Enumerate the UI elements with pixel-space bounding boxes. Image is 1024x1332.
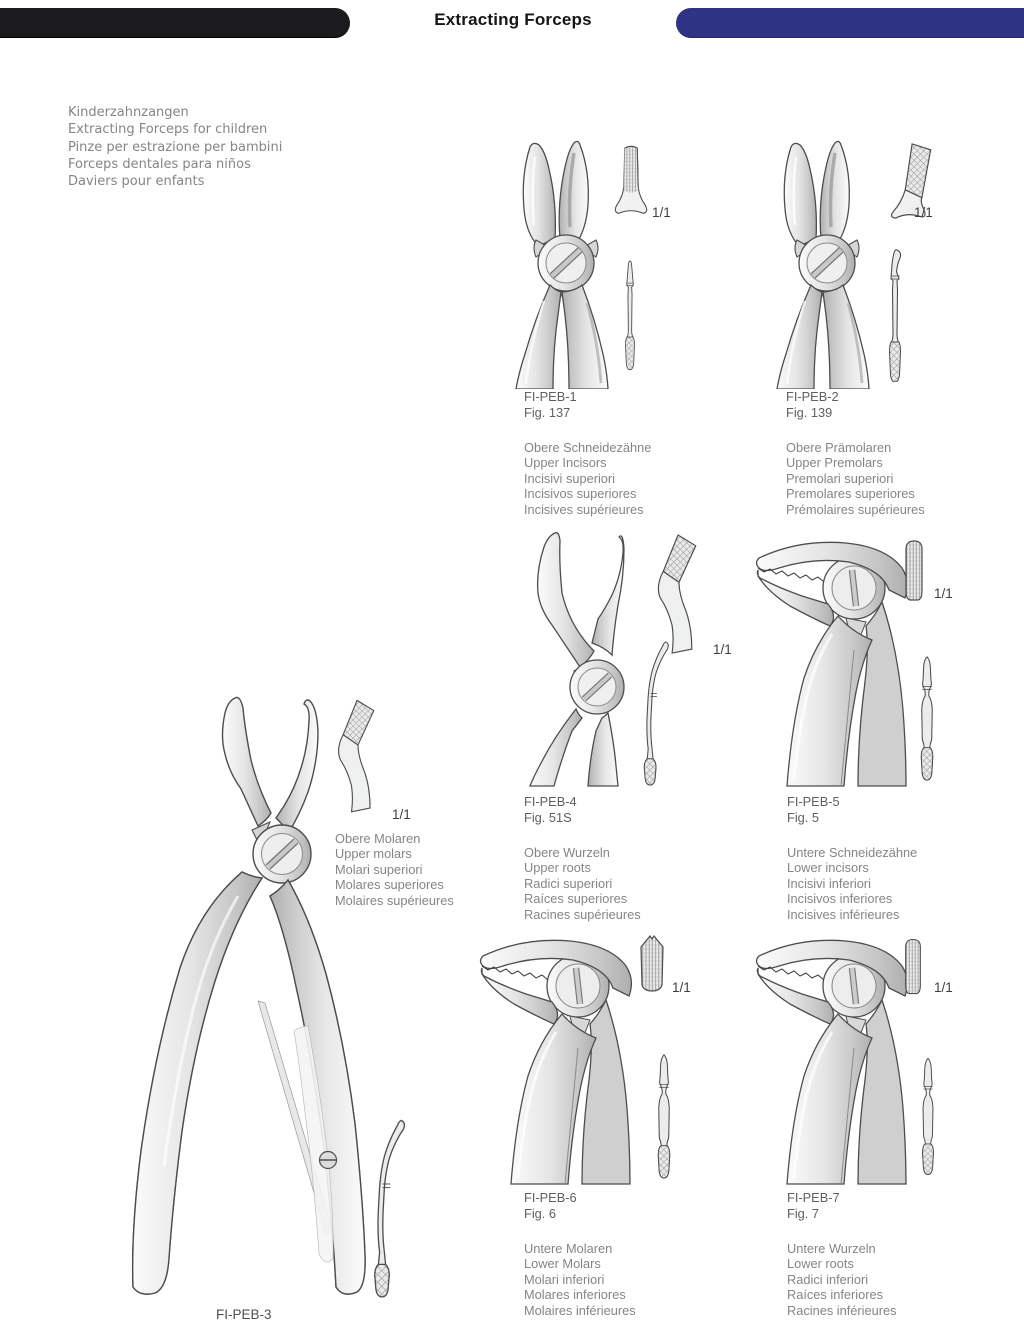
product-description-line: Upper Incisors: [524, 455, 607, 471]
fi-peb-6-tip-side-detail-icon: [654, 1053, 674, 1179]
product-figure: Fig. 137: [524, 405, 571, 420]
fi-peb-1-tip-front-detail-icon: [614, 142, 648, 224]
product-figure: Fig. 6: [524, 1206, 557, 1221]
product-figure: Fig. 51S: [524, 810, 572, 825]
fi-peb-4-label-block: [524, 794, 641, 922]
fi-peb-6-forceps-illustration: [478, 928, 638, 1186]
fi-peb-1-label-block: [524, 389, 651, 517]
scale-label: 1/1: [934, 586, 953, 601]
product-figure: Fig. 7: [787, 1206, 820, 1221]
intro-block: [68, 104, 282, 190]
fi-peb-4-forceps-illustration: [508, 531, 626, 787]
intro-line: Forceps dentales para niños: [68, 156, 251, 172]
fi-peb-3-tip-front-detail-icon: [332, 694, 384, 820]
fi-peb-4-tip-side-detail-icon: [640, 640, 670, 786]
fi-peb-2-label-block: [786, 389, 925, 517]
product-description-line: Incisivi superiori: [524, 470, 616, 486]
product-description-line: Premolari superiori: [786, 470, 894, 486]
product-description-line: Untere Schneidezähne: [787, 845, 918, 860]
product-description-line: Obere Schneidezähne: [524, 440, 652, 455]
scale-label: 1/1: [652, 205, 671, 220]
product-description-line: Untere Molaren: [524, 1241, 613, 1256]
fi-peb-1-tip-side-detail-icon: [621, 248, 639, 382]
product-code: FI-PEB-6: [524, 1190, 577, 1205]
fi-peb-7-forceps-illustration: [754, 928, 914, 1186]
scale-label: 1/1: [914, 205, 933, 220]
header-bar-left: [0, 8, 350, 38]
fi-peb-7-tip-side-detail-icon: [919, 1054, 937, 1178]
fi-peb-3-tip-side-detail-icon: [370, 1114, 406, 1302]
product-description-line: Premolares superiores: [786, 486, 915, 502]
product-description-line: Upper molars: [335, 846, 412, 862]
product-code: FI-PEB-3: [216, 1307, 272, 1322]
intro-line: Pinze per estrazione per bambini: [68, 139, 283, 155]
fi-peb-5-tip-side-detail-icon: [917, 655, 937, 781]
product-description-line: Incisives supérieures: [524, 501, 644, 517]
fi-peb-3-description-block: [335, 831, 454, 908]
scale-label: 1/1: [672, 980, 691, 995]
product-code: FI-PEB-7: [787, 1190, 840, 1205]
header-bar-right: [676, 8, 1024, 38]
product-description-line: Raíces inferiores: [787, 1287, 884, 1303]
fi-peb-1-forceps-illustration: [511, 139, 611, 389]
product-description-line: Upper roots: [524, 860, 591, 876]
product-description-line: Prémolaires supérieures: [786, 501, 925, 517]
product-description-line: Racines supérieures: [524, 906, 641, 922]
fi-peb-6-label-block: [524, 1190, 636, 1318]
product-code: FI-PEB-1: [524, 389, 577, 404]
product-description-line: Incisivi inferiori: [787, 875, 871, 891]
product-description-line: Lower Molars: [524, 1256, 601, 1272]
intro-line: Extracting Forceps for children: [68, 122, 268, 138]
fi-peb-4-tip-front-detail-icon: [651, 533, 707, 657]
scale-label: 1/1: [392, 807, 411, 822]
product-description-line: Molaires supérieures: [335, 892, 454, 908]
fi-peb-7-label-block: [787, 1190, 897, 1318]
product-description-line: Obere Wurzeln: [524, 845, 610, 860]
fi-peb-7-tip-front-detail-icon: [902, 936, 924, 998]
product-description-line: Untere Wurzeln: [787, 1241, 876, 1256]
scale-label: 1/1: [713, 642, 732, 657]
product-description-line: Lower roots: [787, 1256, 854, 1272]
product-figure: Fig. 5: [787, 810, 820, 825]
fi-peb-6-tip-front-detail-icon: [638, 931, 666, 995]
fi-peb-2-forceps-illustration: [772, 139, 872, 389]
intro-line: Daviers pour enfants: [68, 174, 205, 190]
product-description-line: Incisivos superiores: [524, 486, 637, 502]
product-description-line: Obere Molaren: [335, 831, 421, 846]
page-title: Extracting Forceps: [434, 10, 592, 29]
fi-peb-5-label-block: [787, 794, 917, 922]
product-description-line: Radici superiori: [524, 875, 613, 891]
product-description-line: Radici inferiori: [787, 1271, 869, 1287]
product-description-line: Raíces superiores: [524, 891, 628, 907]
product-description-line: Molari superiori: [335, 861, 423, 877]
product-description-line: Incisivos inferiores: [787, 891, 893, 907]
product-description-line: Molares superiores: [335, 877, 444, 893]
product-description-line: Obere Prämolaren: [786, 440, 892, 455]
fi-peb-5-tip-front-detail-icon: [902, 538, 926, 604]
product-description-line: Molaires inférieures: [524, 1302, 636, 1318]
product-description-line: Lower incisors: [787, 860, 869, 876]
scale-label: 1/1: [934, 980, 953, 995]
product-code: FI-PEB-2: [786, 389, 839, 404]
product-description-line: Upper Premolars: [786, 455, 883, 471]
product-description-line: Molari inferiori: [524, 1271, 605, 1287]
fi-peb-2-tip-side-detail-icon: [884, 248, 906, 382]
product-figure: Fig. 139: [786, 405, 833, 420]
product-description-line: Incisives inférieures: [787, 906, 900, 922]
fi-peb-5-forceps-illustration: [754, 530, 914, 788]
product-description-line: Molares inferiores: [524, 1287, 626, 1303]
product-description-line: Racines inférieures: [787, 1302, 897, 1318]
product-code: FI-PEB-4: [524, 794, 577, 809]
intro-line: Kinderzahnzangen: [68, 105, 189, 120]
product-code: FI-PEB-5: [787, 794, 840, 809]
